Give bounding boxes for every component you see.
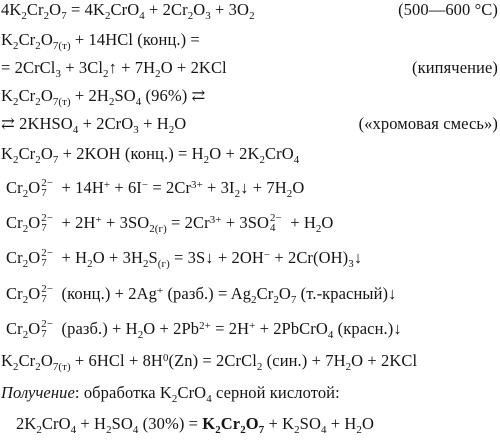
preparation-heading: Получение: обработка $K_2CrO_4$ серной кислотой:: [1, 383, 340, 405]
reaction-line: [0, 416, 500, 436]
reaction-equation: $Cr_2O$ 2− 7 (разб.) + $H_2O + 2Pb^{2+} = 2H^+$ + 2PbCrO$_4$ (красн.)↓: [6, 318, 402, 341]
reaction-line: [0, 179, 500, 199]
reaction-line: [0, 116, 500, 136]
reaction-condition: («хромовая смесь»): [358, 114, 498, 133]
reaction-equation: $Cr_2O$ 2− 7 (конц.) + 2Ag+ (разб.) = $Ag_2Cr_2O_7$ (т.-красный)↓: [6, 283, 397, 306]
reaction-line: [0, 285, 500, 305]
reaction-line: [0, 32, 500, 52]
reaction-line: [0, 88, 500, 108]
reaction-equation: $2K_2CrO_4 + H_2SO_4$ $(30\%) = K_2Cr_2O_7 + K_2SO_4 + H_2O$: [16, 414, 374, 436]
reaction-condition: (кипячение): [412, 58, 498, 77]
reaction-line: [0, 320, 500, 340]
reaction-equation: $K_2Cr_2O_7 + 2KOH$ (конц.) = $H_2O + 2K_2CrO_4$: [1, 144, 300, 166]
reaction-line: [0, 2, 500, 22]
reaction-equation: $4K_2Cr_2O_7 = 4K_2CrO_4 + 2Cr_2O_3 + 3O_2$: [1, 0, 255, 22]
reaction-equation: ⇄ $2KHSO_4 + 2CrO_3 + H_2O$: [1, 114, 187, 136]
reaction-equation: $Cr_2O$ 2− 7 + $2H^+ + 3SO_{2(г)} = 2Cr^{3+} + 3SO$ 2− 4 + $H_2O$: [6, 212, 334, 235]
reaction-condition: (500—600 °C): [398, 0, 498, 19]
reaction-line: [0, 353, 500, 373]
reaction-line: [0, 249, 500, 269]
preparation-line: [0, 385, 500, 405]
reaction-equation: $K_2Cr_2O_{7(т)} + 2H_2SO_4$ (96%) ⇄: [1, 86, 206, 108]
reaction-equation: $K_2Cr_2O_{7(т)} + 6HCl + 8H^0(Zn)$ = 2CrCl$_2$ $(син.) + 7H_2O + 2KCl$: [1, 351, 418, 373]
reaction-line: [0, 214, 500, 234]
reaction-equation: $Cr_2O$ 2− 7 + $14H^+ + 6I^- = 2Cr^{3+}$ + $3I_2↓ + 7H_2O$: [6, 177, 305, 200]
reaction-line: [0, 146, 500, 166]
reaction-equation: $K_2Cr_2O_{7(т)} + 14HCl$ (конц.) =: [1, 30, 200, 52]
reaction-equation: = 2CrCl$_3$ + $3Cl_2↑ + 7H_2O + 2KCl$: [1, 58, 227, 80]
reaction-equation: $Cr_2O$ 2− 7 + $H_2O + 3H_2S_{(г)}$ = 3S↓ + $2OH^- + 2Cr(OH)_3↓$: [6, 247, 363, 270]
reaction-line: [0, 60, 500, 80]
